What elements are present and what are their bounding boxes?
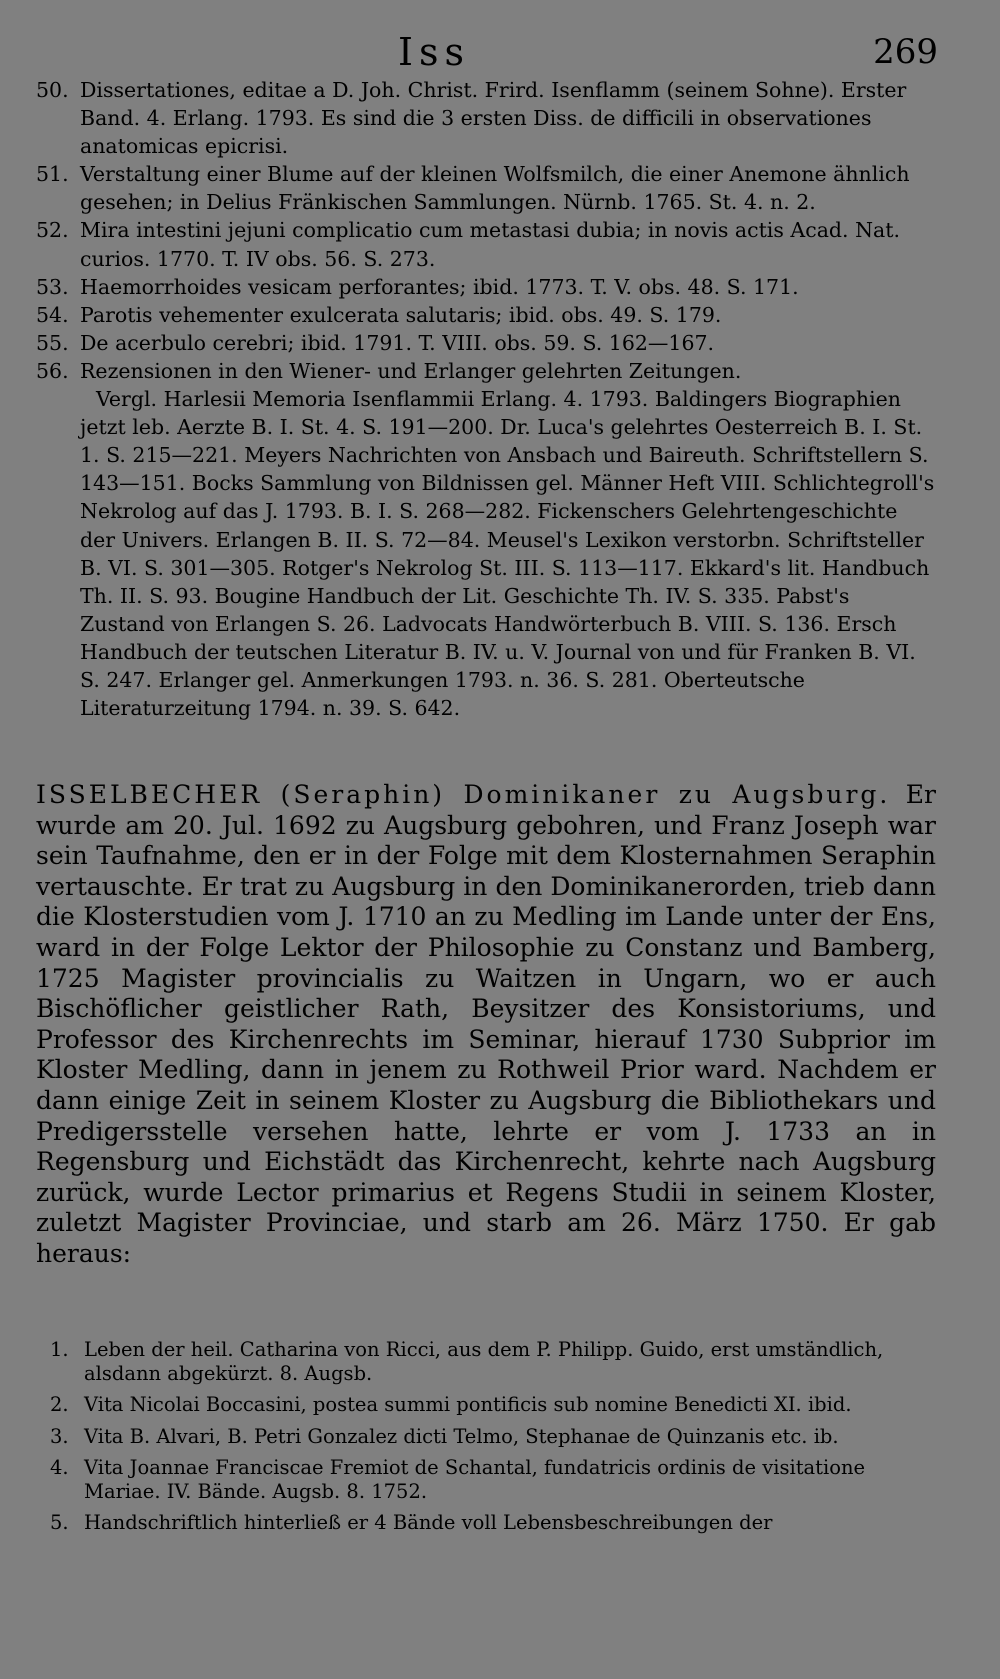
references-paragraph: Vergl. Harlesii Memoria Isenflammii Erlang. 4. 1793. Baldingers Biographien jetzt leb. Aerzte B. I. St. 4. S. 191—200. Dr. Luca's gelehrtes Oesterreich B. I. St. 1. S. 215—221. Meyers Nachrichten von Ansbach und Baireuth. Schriftstellern S. 143—151. Bocks Sammlung von Bildnissen gel. Männer Heft VIII. Schlichtegroll's Nekrolog auf das J. 1793. B. I. S. 268—282. Fickenschers Gelehrtengeschichte der Univers. Erlangen B. II. S. 72—84. Meusel's Lexikon verstorbn. Schriftsteller B. VI. S. 301—305. Rotger's Nekrolog St. III. S. 113—117. Ekkard's lit. Handbuch Th. II. S. 93. Bougine Handbuch der Lit. Geschichte Th. IV. S. 335. Pabst's Zustand von Erlangen S. 26. Ladvocats Handwörterbuch B. VIII. S. 136. Ersch Handbuch der teutschen Literatur B. IV. u. V. Journal von und für Franken B. VI. S. 247. Erlanger gel. Anmerkungen 1793. n. 36. S. 281. Oberteutsche Literaturzeitung 1794. n. 39. S. 642. xyxy=(80,387,935,721)
note-item xyxy=(36,329,936,357)
work-text: Handschriftlich hinterließ er 4 Bände voll Lebensbeschreibungen der xyxy=(84,1511,773,1534)
note-number: 50. xyxy=(36,78,69,102)
bibliography-notes xyxy=(36,76,936,722)
note-text: Dissertationes, editae a D. Joh. Christ. Frird. Isenflamm (seinem Sohne). Erster Band. 4. Erlang. 1793. Es sind die 3 ersten Diss. de difficili in observationes anatomicas epicrisi. xyxy=(80,78,907,159)
work-number: 4. xyxy=(50,1456,69,1479)
work-number: 3. xyxy=(50,1424,69,1448)
work-text: Vita Nicolai Boccasini, postea summi pontificis sub nomine Benedicti XI. ibid. xyxy=(84,1393,852,1416)
list-item xyxy=(36,1338,936,1385)
note-number: 52. xyxy=(36,218,69,243)
note-text: Mira intestini jejuni complicatio cum metastasi dubia; in novis actis Acad. Nat. curios. 1770. T. IV obs. 56. S. 273. xyxy=(80,218,900,271)
note-text: Verstaltung einer Blume auf der kleinen Wolfsmilch, die einer Anemone ähnlich gesehen; in Delius Fränkischen Sammlungen. Nürnb. 1765. St. 4. n. 2. xyxy=(80,162,910,215)
note-item xyxy=(36,357,936,385)
note-text: Parotis vehementer exulcerata salutaris; ibid. obs. 49. S. 179. xyxy=(80,302,722,327)
running-title: Iss xyxy=(398,30,471,74)
note-number: 53. xyxy=(36,274,69,299)
work-text: Vita Joannae Franciscae Fremiot de Schantal, fundatricis ordinis de visitatione Mariae. IV. Bände. Augsb. 8. 1752. xyxy=(84,1456,866,1503)
work-text: Vita B. Alvari, B. Petri Gonzalez dicti Telmo, Stephanae de Quinzanis etc. ib. xyxy=(84,1424,839,1448)
running-header xyxy=(0,30,1000,74)
note-number: 56. xyxy=(36,358,69,383)
work-text: Leben der heil. Catharina von Ricci, aus dem P. Philipp. Guido, erst umständlich, alsdann abgekürzt. 8. Augsb. xyxy=(84,1338,884,1385)
work-number: 2. xyxy=(50,1393,69,1416)
note-number: 51. xyxy=(36,162,69,187)
entry-article xyxy=(36,780,936,1270)
entry-headword: ISSELBECHER (Seraphin) Dominikaner zu Augsburg. xyxy=(36,780,891,809)
work-number: 1. xyxy=(50,1338,69,1361)
note-text: De acerbulo cerebri; ibid. 1791. T. VIII. obs. 59. S. 162—167. xyxy=(80,330,715,355)
works-list xyxy=(36,1338,936,1543)
work-number: 5. xyxy=(50,1511,69,1534)
note-number: 55. xyxy=(36,330,69,355)
entry-body: Er wurde am 20. Jul. 1692 zu Augsburg gebohren, und Franz Joseph war sein Taufnahme, den er in der Folge mit dem Klosternahmen Seraphin vertauschte. Er trat zu Augsburg in den Dominikanerorden, trieb dann die Klosterstudien vom J. 1710 an zu Medling im Lande unter der Ens, ward in der Folge Lektor der Philosophie zu Constanz und Bamberg, 1725 Magister provincialis zu Waitzen in Ungarn, wo er auch Bischöflicher geistlicher Rath, Beysitzer des Konsistoriums, und Professor des Kirchenrechts im Seminar, hierauf 1730 Subprior im Kloster Medling, dann in jenem zu Rothweil Prior ward. Nachdem er dann einige Zeit in seinem Kloster zu Augsburg die Bibliothekars und Predigersstelle versehen hatte, lehrte er vom J. 1733 an in Regensburg und Eichstädt das Kirchenrecht, kehrte nach Augsburg zurück, wurde Lector primarius et Regens Studii in seinem Kloster, zuletzt Magister Provinciae, und starb am 26. März 1750. Er gab heraus: xyxy=(36,780,936,1268)
note-item xyxy=(36,216,936,272)
note-item xyxy=(36,301,936,329)
note-text: Rezensionen in den Wiener- und Erlanger gelehrten Zeitungen. xyxy=(80,358,742,383)
page-number: 269 xyxy=(873,32,938,72)
note-item xyxy=(36,273,936,301)
list-item xyxy=(36,1456,936,1503)
list-item xyxy=(36,1511,936,1535)
note-text: Haemorrhoides vesicam perforantes; ibid. 1773. T. V. obs. 48. S. 171. xyxy=(80,274,799,299)
list-item xyxy=(36,1425,936,1449)
list-item xyxy=(36,1393,936,1417)
note-item xyxy=(36,160,936,216)
note-item xyxy=(36,76,936,160)
note-number: 54. xyxy=(36,302,69,327)
